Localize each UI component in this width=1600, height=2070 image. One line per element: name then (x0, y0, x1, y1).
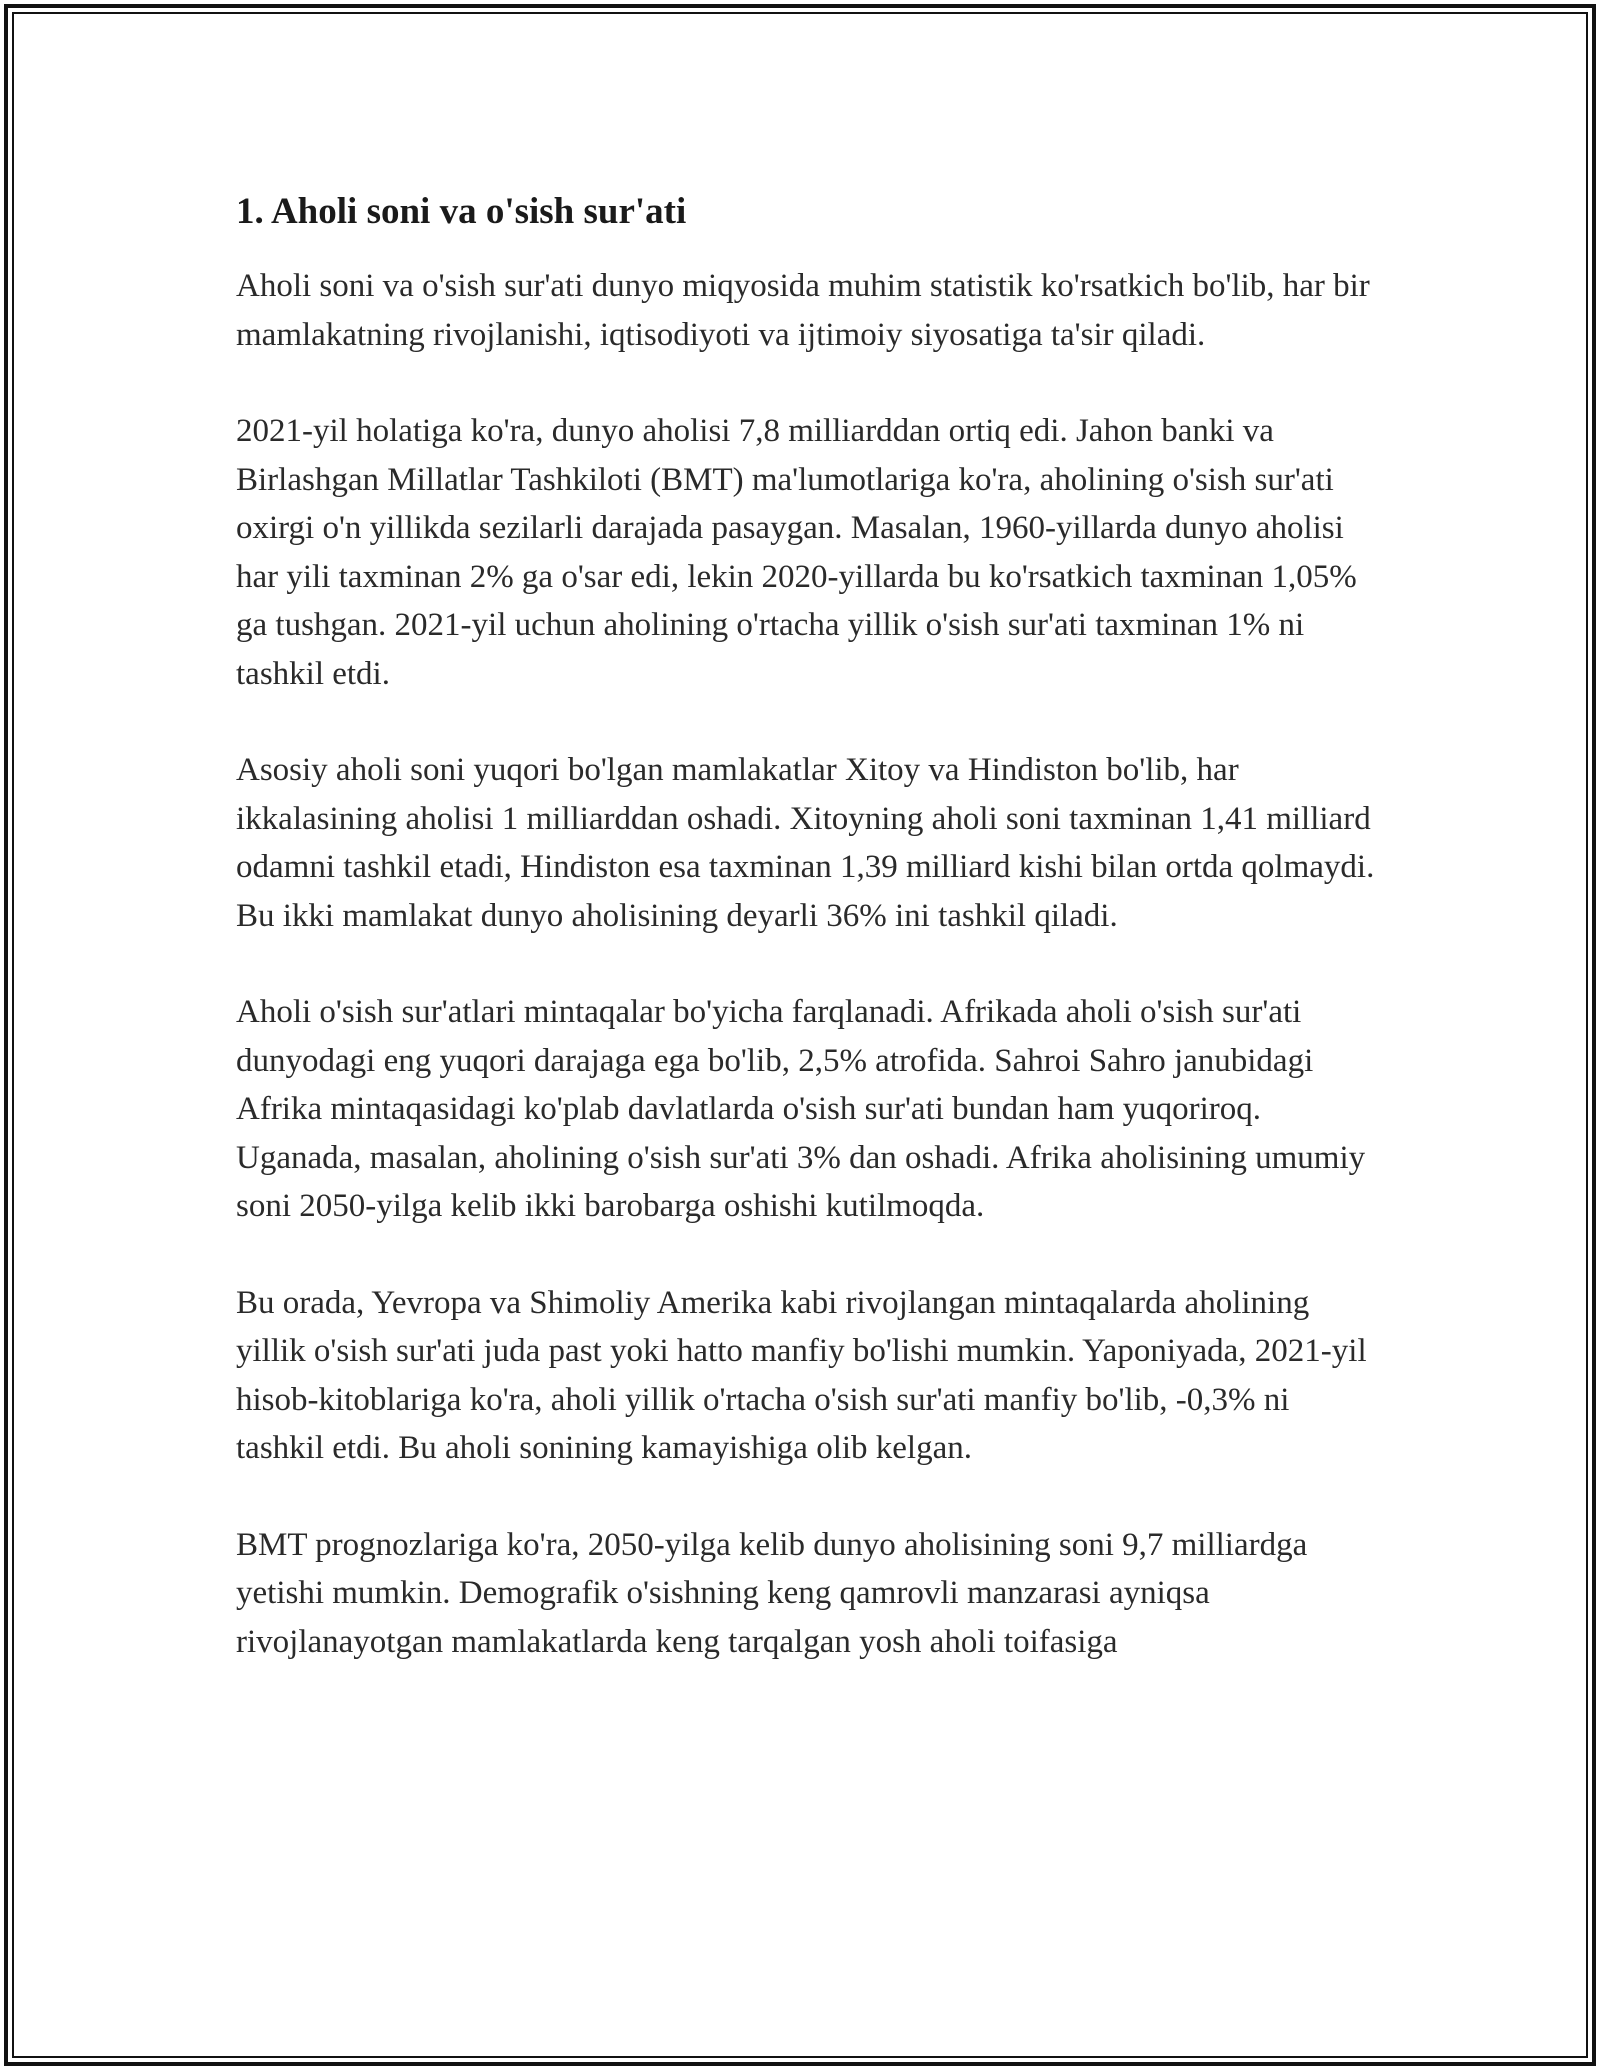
paragraph-china-india: Asosiy aholi soni yuqori bo'lgan mamlakatlar Xitoy va Hindiston bo'lib, har ikkalasining aholisi 1 milliarddan oshadi. Xitoyning aholi soni taxminan 1,41 milliard odamni tashkil etadi, Hindiston esa taxminan 1,39 milliard kishi bilan ortda qolmaydi. Bu ikki mamlakat dunyo aholisining deyarli 36% ini tashkil qiladi. (236, 752, 1375, 934)
paragraph-intro: Aholi soni va o'sish sur'ati dunyo miqyosida muhim statistik ko'rsatkich bo'lib, har bir mamlakatning rivojlanishi, iqtisodiyoti va ijtimoiy siyosatiga ta'sir qiladi. (236, 268, 1370, 353)
paragraph-un-forecast: BMT prognozlariga ko'ra, 2050-yilga kelib dunyo aholisining soni 9,7 milliardga yetishi mumkin. Demografik o'sishning keng qamrovli manzarasi ayniqsa rivojlanayotgan mamlakatlarda keng tarqalgan yosh aholi toifasiga (236, 1526, 1308, 1660)
document-body (236, 188, 1376, 1714)
section-heading: 1. Aholi soni va o'sish sur'ati (236, 191, 687, 232)
paragraph-world-population: 2021-yil holatiga ko'ra, dunyo aholisi 7,8 milliarddan ortiq edi. Jahon banki va Birlashgan Millatlar Tashkiloti (BMT) ma'lumotlariga ko'ra, aholining o'sish sur'ati oxirgi o'n yillikda sezilarli darajada pasaygan. Masalan, 1960-yillarda dunyo aholisi har yili taxminan 2% ga o'sar edi, lekin 2020-yillarda bu ko'rsatkich taxminan 1,05% ga tushgan. 2021-yil uchun aholining o'rtacha yillik o'sish sur'ati taxminan 1% ni tashkil etdi. (236, 413, 1357, 692)
paragraph-developed-regions: Bu orada, Yevropa va Shimoliy Amerika kabi rivojlangan mintaqalarda aholining yillik o'sish sur'ati juda past yoki hatto manfiy bo'lishi mumkin. Yaponiyada, 2021-yil hisob-kitoblariga ko'ra, aholi yillik o'rtacha o'sish sur'ati manfiy bo'lib, -0,3% ni tashkil etdi. Bu aholi sonining kamayishiga olib kelgan. (236, 1284, 1367, 1466)
paragraph-regional-growth: Aholi o'sish sur'atlari mintaqalar bo'yicha farqlanadi. Afrikada aholi o'sish sur'ati dunyodagi eng yuqori darajaga ega bo'lib, 2,5% atrofida. Sahroi Sahro janubidagi Afrika mintaqasidagi ko'plab davlatlarda o'sish sur'ati bundan ham yuqoriroq. Uganada, masalan, aholining o'sish sur'ati 3% dan oshadi. Afrika aholisining umumiy soni 2050-yilga kelib ikki barobarga oshishi kutilmoqda. (236, 994, 1366, 1224)
